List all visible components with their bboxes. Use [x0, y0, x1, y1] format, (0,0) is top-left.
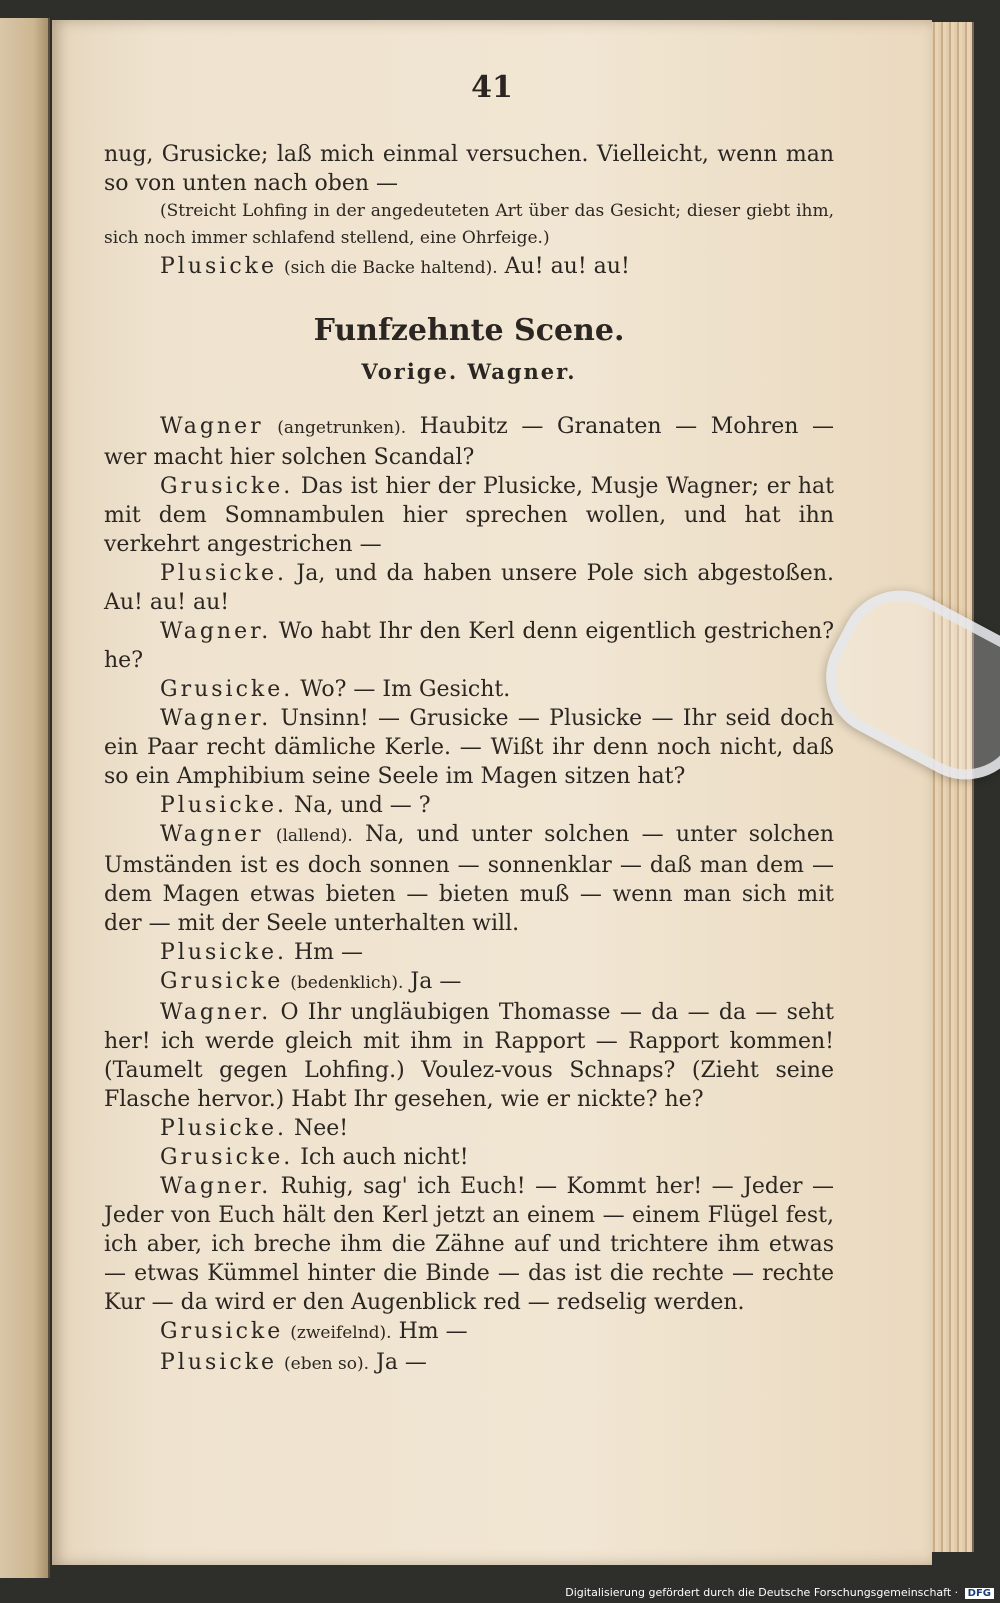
scene-persons: Vorige. Wagner.	[361, 359, 577, 384]
dialogue-text: Ich auch nicht!	[300, 1145, 469, 1170]
stage-note: (zweifelnd).	[290, 1323, 392, 1343]
scene-title: Funfzehnte Scene.	[313, 313, 625, 348]
dialogue-block	[104, 412, 834, 1379]
dialogue-text: Wo habt Ihr den Kerl denn eigentlich gestrichen? he?	[104, 619, 834, 673]
speaker-name: Grusicke	[160, 1319, 284, 1344]
speaker-name: Wagner.	[160, 1174, 272, 1199]
speaker-name: Wagner	[160, 822, 264, 847]
dialogue-text: Das ist hier der Plusicke, Musje Wagner; er hat mit dem Somnambulen hier sprechen wollen, und hat ihn verkehrt angestrichen —	[104, 474, 834, 557]
dialogue-line	[104, 967, 834, 998]
speaker-name: Grusicke	[160, 969, 284, 994]
dialogue-line	[104, 791, 834, 820]
dialogue-text: Ja, und da haben unsere Pole sich abgestoßen. Au! au! au!	[104, 561, 834, 615]
stage-note: (bedenklich).	[290, 973, 404, 993]
dialogue-line	[104, 559, 834, 617]
speaker-name: Wagner.	[160, 619, 272, 644]
dialogue-text: Haubitz — Granaten — Mohren — wer macht hier solchen Scandal?	[104, 414, 835, 470]
dialogue-line	[104, 820, 834, 938]
dialogue-line	[104, 252, 834, 283]
stage-note: (eben so).	[284, 1354, 369, 1374]
dialogue-line	[104, 1172, 834, 1317]
stage-direction: (Streicht Lohfing in der angedeuteten Art über das Gesicht; dieser giebt ihm, sich noch immer schlafend stellend, eine Ohrfeige.)	[104, 201, 834, 248]
dialogue-text: Au! au! au!	[504, 254, 630, 279]
left-page-edge	[0, 18, 50, 1578]
stage-note: (lallend).	[275, 826, 353, 846]
speaker-name: Plusicke	[160, 1350, 278, 1375]
dialogue-line	[104, 938, 834, 967]
speaker-name: Grusicke.	[160, 1145, 294, 1170]
dialogue-line	[104, 1143, 834, 1172]
dialogue-line	[104, 1114, 834, 1143]
speaker-name: Grusicke.	[160, 474, 294, 499]
speaker-name: Plusicke.	[160, 940, 287, 965]
dialogue-text: Ja —	[410, 969, 462, 994]
dialogue-text: Wo? — Im Gesicht.	[300, 677, 511, 702]
page-text	[104, 140, 834, 1379]
dialogue-text: O Ihr ungläubigen Thomasse — da — da — seht her! ich werde gleich mit ihm in Rapport — Rapport kommen! (Taumelt gegen Lohfing.) Voulez-vous Schnaps? (Zieht seine Flasche hervor.) Habt Ihr gesehen, wie er nickte? he?	[104, 1000, 834, 1112]
dialogue-line	[104, 412, 834, 472]
dialogue-text: Hm —	[294, 940, 364, 965]
stage-note: (angetrunken).	[277, 418, 407, 438]
dialogue-text: Na, und unter solchen — unter solchen Umständen ist es doch sonnen — sonnenklar — daß man dem — dem Magen etwas bieten — bieten muß — wenn man sich mit der — mit der Seele unterhalten will.	[104, 822, 835, 936]
speaker-name: Wagner	[160, 414, 264, 439]
dialogue-line	[104, 998, 834, 1114]
stage-note: (sich die Backe haltend).	[284, 258, 498, 278]
speaker-name: Wagner.	[160, 1000, 272, 1025]
dialogue-line	[104, 675, 834, 704]
dialogue-text: Ja —	[376, 1350, 427, 1375]
footer-credit	[565, 1586, 994, 1599]
dialogue-line	[104, 1348, 834, 1379]
dialogue-text: Unsinn! — Grusicke — Plusicke — Ihr seid doch ein Paar recht dämliche Kerle. — Wißt ihr denn noch nicht, daß so ein Amphibium seine Seele im Magen sitzen hat?	[104, 706, 835, 789]
footer-text: Digitalisierung gefördert durch die Deutsche Forschungsgemeinschaft ·	[565, 1586, 959, 1599]
dialogue-text: Nee!	[294, 1116, 349, 1141]
dialogue-text: Hm —	[398, 1319, 468, 1344]
dfg-logo: DFG	[965, 1588, 994, 1599]
speaker-name: Plusicke.	[160, 561, 287, 586]
dialogue-line	[104, 1317, 834, 1348]
dialogue-line	[104, 617, 834, 675]
speaker-name: Wagner.	[160, 706, 272, 731]
page-number: 41	[471, 70, 513, 105]
page-stack-edge	[930, 22, 974, 1552]
dialogue-text: Na, und — ?	[294, 793, 431, 818]
speaker-name: Plusicke.	[160, 1116, 287, 1141]
dialogue-line	[104, 704, 834, 791]
book-page	[52, 20, 932, 1565]
dialogue-line	[104, 472, 834, 559]
speaker-name: Plusicke.	[160, 793, 287, 818]
speaker-name: Plusicke	[160, 254, 278, 279]
dialogue-text: Ruhig, sag' ich Euch! — Kommt her! — Jeder — Jeder von Euch hält den Kerl jetzt an einem — einem Flügel fest, ich aber, ich breche ihm die Zähne auf und trichtere ihm etwas — etwas Kümmel hinter die Binde — das ist die rechte — rechte Kur — da wird er den Augenblick red — redselig werden.	[104, 1174, 834, 1315]
paragraph-continuation: nug, Grusicke; laß mich einmal versuchen. Vielleicht, wenn man so von unten nach oben —	[104, 142, 834, 196]
speaker-name: Grusicke.	[160, 677, 294, 702]
